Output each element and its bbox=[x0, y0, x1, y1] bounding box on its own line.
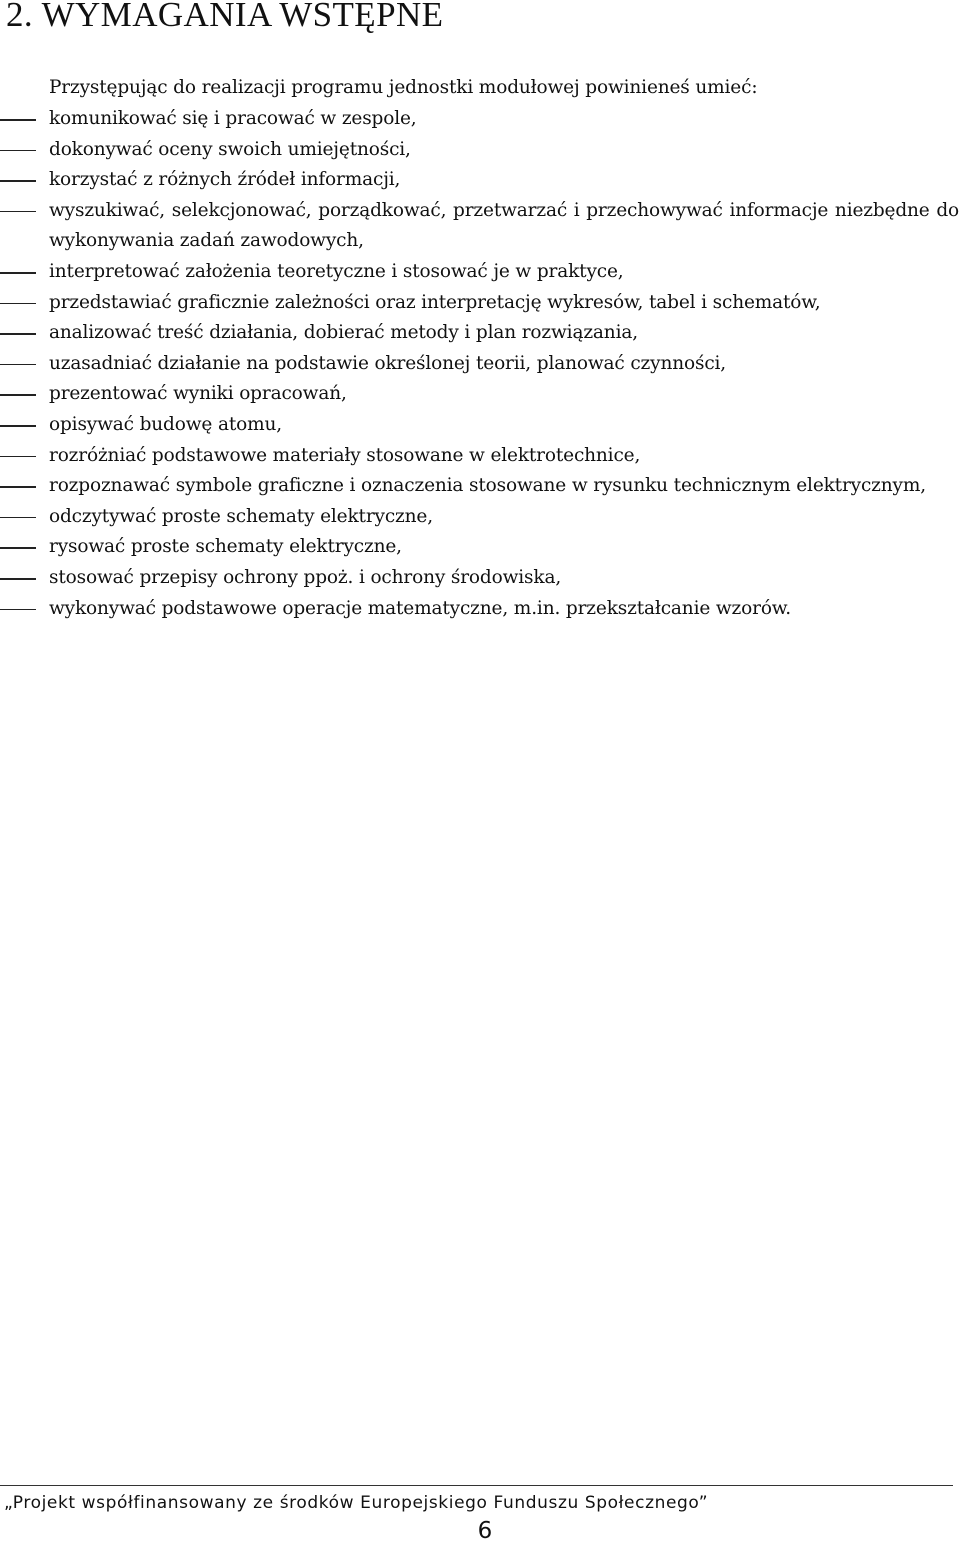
dash-bullet-icon bbox=[0, 609, 36, 611]
dash-bullet-icon bbox=[0, 394, 36, 396]
footer-divider bbox=[0, 1485, 953, 1486]
list-item-text: dokonywać oceny swoich umiejętności, bbox=[49, 138, 411, 160]
list-item-text: opisywać budowę atomu, bbox=[49, 413, 282, 435]
dash-bullet-icon bbox=[0, 547, 36, 549]
dash-bullet-icon bbox=[0, 364, 36, 366]
list-item-text: stosować przepisy ochrony ppoż. i ochrony środowiska, bbox=[49, 566, 562, 588]
dash-bullet-icon bbox=[0, 333, 36, 335]
intro-text: Przystępując do realizacji programu jednostki modułowej powinieneś umieć: bbox=[49, 77, 758, 98]
dash-bullet-icon bbox=[0, 486, 36, 488]
list-item-text: komunikować się i pracować w zespole, bbox=[49, 108, 417, 129]
requirements-list bbox=[0, 104, 960, 624]
dash-bullet-icon bbox=[0, 517, 36, 519]
list-item-text: rysować proste schematy elektryczne, bbox=[49, 536, 402, 558]
dash-bullet-icon bbox=[0, 119, 36, 121]
dash-bullet-icon bbox=[0, 303, 36, 305]
list-item bbox=[0, 318, 960, 349]
list-item bbox=[0, 135, 960, 166]
list-item bbox=[0, 563, 960, 594]
list-item-text: wykonywać podstawowe operacje matematyczne, m.in. przekształcanie wzorów. bbox=[49, 597, 792, 619]
page-number: 6 bbox=[477, 1518, 493, 1544]
list-item bbox=[0, 532, 960, 563]
list-item-text: rozróżniać podstawowe materiały stosowane w elektrotechnice, bbox=[49, 444, 641, 466]
list-item bbox=[0, 379, 960, 410]
list-item-text: analizować treść działania, dobierać metody i plan rozwiązania, bbox=[49, 322, 638, 344]
list-item bbox=[0, 471, 960, 502]
list-item bbox=[0, 349, 960, 380]
list-item bbox=[0, 257, 960, 288]
list-item bbox=[0, 441, 960, 472]
list-item-text: uzasadniać działanie na podstawie określonej teorii, planować czynności, bbox=[49, 352, 727, 374]
list-item-text: korzystać z różnych źródeł informacji, bbox=[49, 169, 401, 191]
list-item-text: prezentować wyniki opracowań, bbox=[49, 383, 347, 405]
dash-bullet-icon bbox=[0, 578, 36, 580]
list-item bbox=[0, 196, 960, 257]
dash-bullet-icon bbox=[0, 180, 36, 182]
list-item bbox=[0, 594, 960, 625]
list-item-text: interpretować założenia teoretyczne i stosować je w praktyce, bbox=[49, 260, 624, 282]
dash-bullet-icon bbox=[0, 425, 36, 427]
list-item-text: wyszukiwać, selekcjonować, porządkować, przetwarzać i przechowywać informacje niezbędne do wykonywania zadań zawodowych, bbox=[49, 199, 959, 252]
list-item bbox=[0, 165, 960, 196]
footer-funding-note: „Projekt współfinansowany ze środków Europejskiego Funduszu Społecznego” bbox=[4, 1493, 709, 1513]
list-item bbox=[0, 410, 960, 441]
list-item-text: odczytywać proste schematy elektryczne, bbox=[49, 505, 433, 527]
list-item bbox=[0, 104, 960, 135]
dash-bullet-icon bbox=[0, 211, 36, 213]
list-item-text: rozpoznawać symbole graficzne i oznaczenia stosowane w rysunku technicznym elektrycznym, bbox=[49, 475, 926, 497]
dash-bullet-icon bbox=[0, 456, 36, 458]
list-item bbox=[0, 288, 960, 319]
dash-bullet-icon bbox=[0, 272, 36, 274]
page-title: 2. WYMAGANIA WSTĘPNE bbox=[6, 0, 444, 34]
list-item-text: przedstawiać graficznie zależności oraz interpretację wykresów, tabel i schematów, bbox=[49, 291, 821, 313]
list-item bbox=[0, 502, 960, 533]
dash-bullet-icon bbox=[0, 150, 36, 152]
